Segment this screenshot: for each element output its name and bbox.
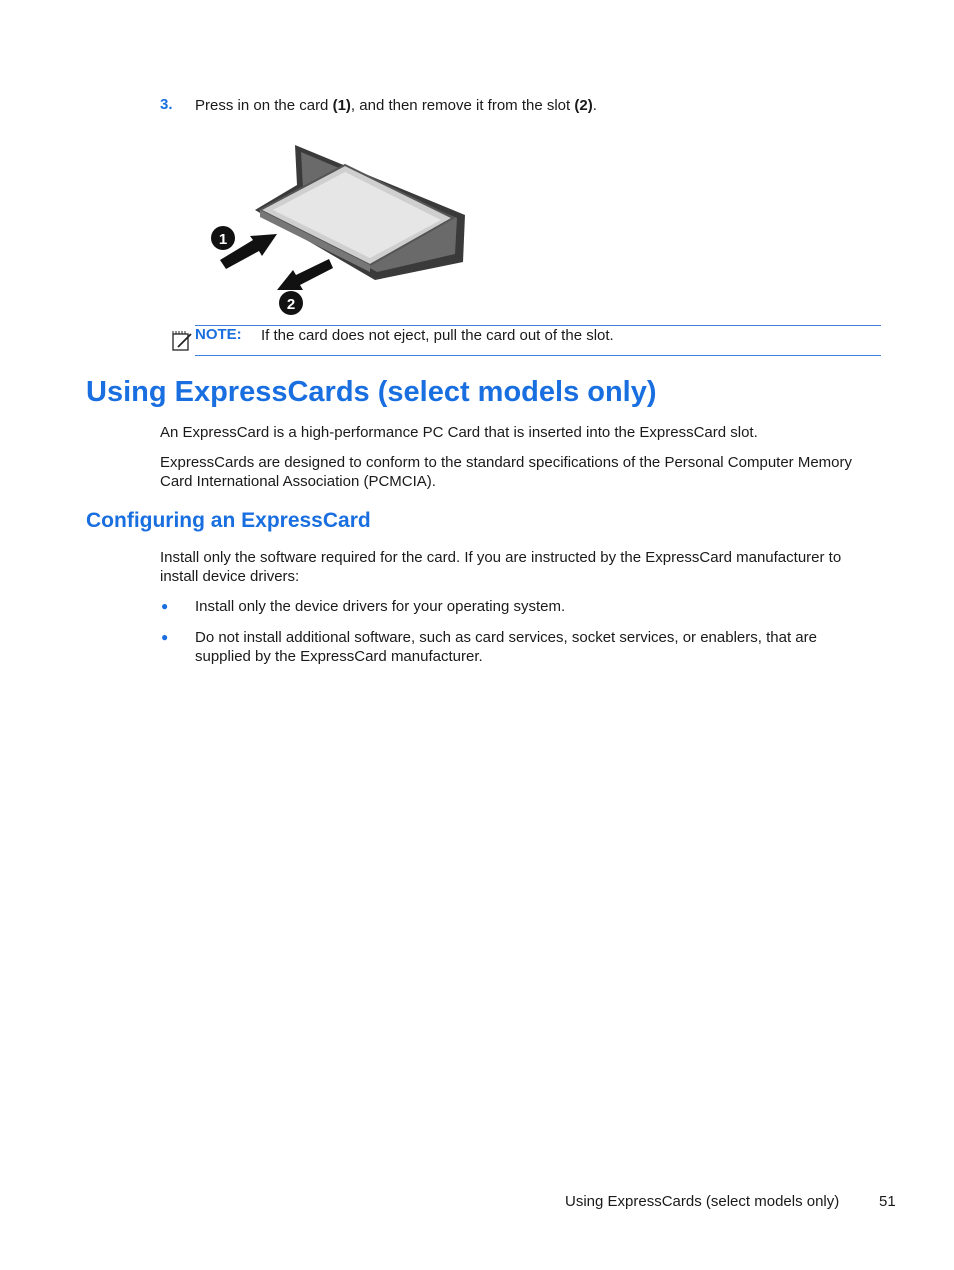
step-number: 3. bbox=[160, 96, 173, 113]
bullet-marker: ● bbox=[161, 599, 169, 613]
callout-ref-2: (2) bbox=[574, 97, 593, 114]
expresscard-eject-illustration bbox=[205, 140, 475, 320]
step-text-part: , and then remove it from the slot bbox=[350, 97, 575, 114]
callout-1-label: 1 bbox=[218, 231, 228, 248]
note-label: NOTE: bbox=[195, 326, 242, 343]
pull-arrow bbox=[277, 259, 333, 290]
subsection-heading: Configuring an ExpressCard bbox=[86, 509, 371, 532]
note-pencil-icon bbox=[170, 328, 194, 352]
step-text-part: Press in on the card bbox=[195, 97, 333, 114]
note-text: If the card does not eject, pull the card out of the slot. bbox=[261, 327, 614, 344]
callout-2-label: 2 bbox=[286, 296, 296, 313]
callout-ref-1: (1) bbox=[332, 97, 351, 114]
step-text-part: . bbox=[592, 97, 597, 114]
bullet-item: Install only the device drivers for your operating system. bbox=[195, 598, 566, 615]
subsection-paragraph: Install only the software required for the card. If you are instructed by the ExpressCard manufacturer to install device drivers: bbox=[160, 549, 842, 585]
bullet-item: Do not install additional software, such as card services, socket services, or enablers, that are supplied by the ExpressCard manufacturer. bbox=[195, 629, 817, 665]
section-heading: Using ExpressCards (select models only) bbox=[86, 376, 657, 408]
page-number: 51 bbox=[879, 1193, 896, 1210]
note-bottom-rule bbox=[195, 355, 881, 356]
section-paragraph-2: ExpressCards are designed to conform to the standard specifications of the Personal Computer Memory Card International Association (PCMCIA). bbox=[160, 454, 853, 490]
section-paragraph-1: An ExpressCard is a high-performance PC Card that is inserted into the ExpressCard slot. bbox=[160, 424, 758, 441]
footer-title: Using ExpressCards (select models only) bbox=[565, 1193, 840, 1210]
bullet-marker: ● bbox=[161, 630, 169, 644]
step-instruction bbox=[195, 96, 875, 115]
